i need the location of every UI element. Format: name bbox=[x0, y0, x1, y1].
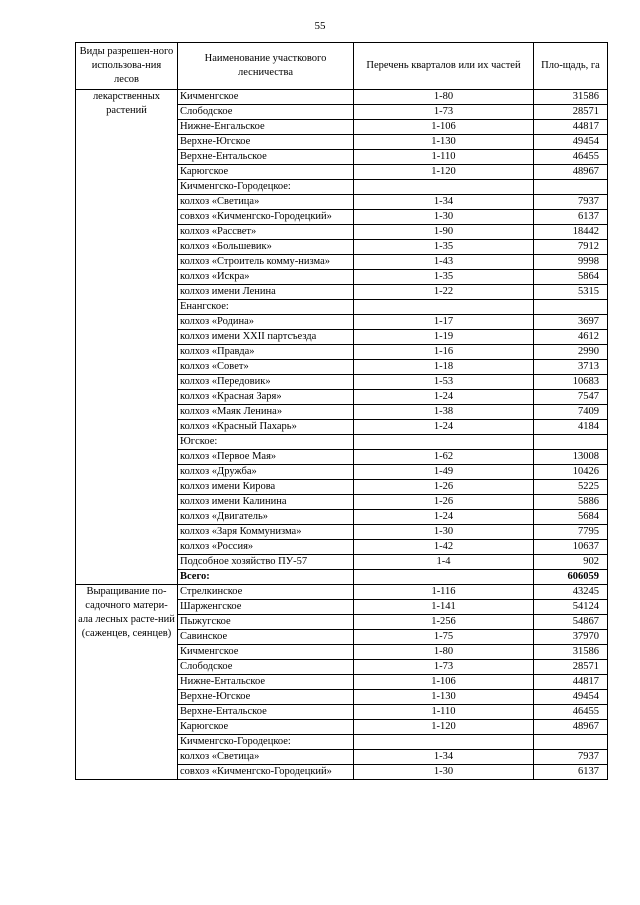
area-cell: 54867 bbox=[534, 615, 608, 630]
forestry-name-cell: Верхне-Ентальское bbox=[178, 150, 354, 165]
forestry-name-cell: Карюгское bbox=[178, 720, 354, 735]
area-cell: 7912 bbox=[534, 240, 608, 255]
area-cell: 49454 bbox=[534, 135, 608, 150]
quarters-cell: 1-110 bbox=[354, 150, 534, 165]
forestry-name-cell: колхоз «Родина» bbox=[178, 315, 354, 330]
area-cell: 7937 bbox=[534, 195, 608, 210]
quarters-cell: 1-4 bbox=[354, 555, 534, 570]
forestry-name-cell: Кичменгское bbox=[178, 645, 354, 660]
area-cell: 46455 bbox=[534, 150, 608, 165]
quarters-cell: 1-73 bbox=[354, 660, 534, 675]
area-cell: 4612 bbox=[534, 330, 608, 345]
area-cell bbox=[534, 735, 608, 750]
quarters-cell: 1-16 bbox=[354, 345, 534, 360]
use-type-cell: лекарственных растений bbox=[76, 90, 178, 585]
quarters-cell: 1-18 bbox=[354, 360, 534, 375]
area-cell: 2990 bbox=[534, 345, 608, 360]
area-cell: 6137 bbox=[534, 210, 608, 225]
forestry-name-cell: Кичменгско-Городецкое: bbox=[178, 735, 354, 750]
area-cell: 28571 bbox=[534, 660, 608, 675]
quarters-cell: 1-24 bbox=[354, 510, 534, 525]
forestry-name-cell: колхоз «Совет» bbox=[178, 360, 354, 375]
quarters-cell: 1-106 bbox=[354, 120, 534, 135]
area-cell: 48967 bbox=[534, 165, 608, 180]
use-type-cell: Выращивание по-садочного матери-ала лесных расте-ний (саженцев, сеянцев) bbox=[76, 585, 178, 780]
quarters-cell: 1-22 bbox=[354, 285, 534, 300]
forestry-name-cell: Слободское bbox=[178, 660, 354, 675]
area-cell: 54124 bbox=[534, 600, 608, 615]
area-cell: 9998 bbox=[534, 255, 608, 270]
forestry-name-cell: Карюгское bbox=[178, 165, 354, 180]
quarters-cell: 1-35 bbox=[354, 240, 534, 255]
quarters-cell bbox=[354, 570, 534, 585]
area-cell: 10637 bbox=[534, 540, 608, 555]
forestry-name-cell: колхоз «Большевик» bbox=[178, 240, 354, 255]
table-header-row bbox=[76, 43, 608, 90]
area-cell: 37970 bbox=[534, 630, 608, 645]
forestry-name-cell: колхоз «Первое Мая» bbox=[178, 450, 354, 465]
quarters-cell: 1-30 bbox=[354, 525, 534, 540]
forestry-name-cell: колхоз «Рассвет» bbox=[178, 225, 354, 240]
quarters-cell: 1-90 bbox=[354, 225, 534, 240]
forestry-name-cell: совхоз «Кичменгско-Городецкий» bbox=[178, 765, 354, 780]
area-cell: 44817 bbox=[534, 120, 608, 135]
page-number: 55 bbox=[314, 20, 326, 32]
quarters-cell: 1-42 bbox=[354, 540, 534, 555]
forestry-name-cell: Верхне-Югское bbox=[178, 690, 354, 705]
forestry-name-cell: Енангское: bbox=[178, 300, 354, 315]
quarters-cell bbox=[354, 180, 534, 195]
quarters-cell: 1-53 bbox=[354, 375, 534, 390]
area-cell bbox=[534, 300, 608, 315]
quarters-cell bbox=[354, 300, 534, 315]
area-cell: 606059 bbox=[534, 570, 608, 585]
header-forestry-name: Наименование участкового лесничества bbox=[178, 43, 354, 90]
forest-use-table bbox=[75, 42, 608, 780]
forestry-name-cell: колхоз «Дружба» bbox=[178, 465, 354, 480]
area-cell: 13008 bbox=[534, 450, 608, 465]
area-cell: 3713 bbox=[534, 360, 608, 375]
forestry-name-cell: Стрелкинское bbox=[178, 585, 354, 600]
quarters-cell: 1-62 bbox=[354, 450, 534, 465]
header-quarters: Перечень кварталов или их частей bbox=[354, 43, 534, 90]
forestry-name-cell: Верхне-Югское bbox=[178, 135, 354, 150]
quarters-cell: 1-38 bbox=[354, 405, 534, 420]
quarters-cell: 1-34 bbox=[354, 195, 534, 210]
table-row bbox=[76, 90, 608, 105]
area-cell: 7937 bbox=[534, 750, 608, 765]
quarters-cell: 1-130 bbox=[354, 135, 534, 150]
area-cell: 5886 bbox=[534, 495, 608, 510]
forestry-name-cell: Нижне-Енгальское bbox=[178, 120, 354, 135]
table-row bbox=[76, 585, 608, 600]
area-cell: 10426 bbox=[534, 465, 608, 480]
quarters-cell: 1-120 bbox=[354, 165, 534, 180]
area-cell: 5225 bbox=[534, 480, 608, 495]
forestry-name-cell: колхоз имени XXII партсъезда bbox=[178, 330, 354, 345]
header-use-type: Виды разрешен-ного использова-ния лесов bbox=[76, 43, 178, 90]
quarters-cell: 1-106 bbox=[354, 675, 534, 690]
area-cell: 7795 bbox=[534, 525, 608, 540]
area-cell: 43245 bbox=[534, 585, 608, 600]
area-cell bbox=[534, 180, 608, 195]
forestry-name-cell: колхоз «Россия» bbox=[178, 540, 354, 555]
quarters-cell: 1-73 bbox=[354, 105, 534, 120]
forestry-name-cell: совхоз «Кичменгско-Городецкий» bbox=[178, 210, 354, 225]
quarters-cell: 1-116 bbox=[354, 585, 534, 600]
area-cell: 4184 bbox=[534, 420, 608, 435]
area-cell: 31586 bbox=[534, 90, 608, 105]
area-cell: 31586 bbox=[534, 645, 608, 660]
area-cell: 44817 bbox=[534, 675, 608, 690]
forestry-name-cell: колхоз «Строитель комму-низма» bbox=[178, 255, 354, 270]
quarters-cell: 1-256 bbox=[354, 615, 534, 630]
quarters-cell: 1-26 bbox=[354, 480, 534, 495]
forestry-name-cell: Нижне-Ентальское bbox=[178, 675, 354, 690]
forestry-name-cell: колхоз «Искра» bbox=[178, 270, 354, 285]
forestry-name-cell: Пыжугское bbox=[178, 615, 354, 630]
quarters-cell: 1-80 bbox=[354, 90, 534, 105]
quarters-cell: 1-49 bbox=[354, 465, 534, 480]
area-cell: 902 bbox=[534, 555, 608, 570]
area-cell bbox=[534, 435, 608, 450]
forestry-name-cell: Подсобное хозяйство ПУ-57 bbox=[178, 555, 354, 570]
quarters-cell: 1-17 bbox=[354, 315, 534, 330]
area-cell: 5864 bbox=[534, 270, 608, 285]
quarters-cell: 1-141 bbox=[354, 600, 534, 615]
quarters-cell: 1-30 bbox=[354, 210, 534, 225]
forestry-name-cell: Савинское bbox=[178, 630, 354, 645]
forestry-name-cell: Кичменгское bbox=[178, 90, 354, 105]
forestry-name-cell: колхоз «Светица» bbox=[178, 195, 354, 210]
forestry-name-cell: Всего: bbox=[178, 570, 354, 585]
forestry-name-cell: колхоз «Светица» bbox=[178, 750, 354, 765]
forestry-name-cell: Кичменгско-Городецкое: bbox=[178, 180, 354, 195]
quarters-cell: 1-75 bbox=[354, 630, 534, 645]
area-cell: 10683 bbox=[534, 375, 608, 390]
area-cell: 5684 bbox=[534, 510, 608, 525]
forestry-name-cell: колхоз имени Кирова bbox=[178, 480, 354, 495]
area-cell: 5315 bbox=[534, 285, 608, 300]
area-cell: 28571 bbox=[534, 105, 608, 120]
forestry-name-cell: колхоз имени Ленина bbox=[178, 285, 354, 300]
area-cell: 6137 bbox=[534, 765, 608, 780]
quarters-cell: 1-26 bbox=[354, 495, 534, 510]
quarters-cell: 1-130 bbox=[354, 690, 534, 705]
quarters-cell: 1-120 bbox=[354, 720, 534, 735]
area-cell: 3697 bbox=[534, 315, 608, 330]
forestry-name-cell: колхоз «Красная Заря» bbox=[178, 390, 354, 405]
quarters-cell: 1-110 bbox=[354, 705, 534, 720]
quarters-cell: 1-19 bbox=[354, 330, 534, 345]
quarters-cell: 1-30 bbox=[354, 765, 534, 780]
forestry-name-cell: колхоз «Передовик» bbox=[178, 375, 354, 390]
quarters-cell: 1-80 bbox=[354, 645, 534, 660]
area-cell: 7547 bbox=[534, 390, 608, 405]
forestry-name-cell: колхоз имени Калинина bbox=[178, 495, 354, 510]
forestry-name-cell: Слободское bbox=[178, 105, 354, 120]
forestry-name-cell: колхоз «Красный Пахарь» bbox=[178, 420, 354, 435]
forestry-name-cell: колхоз «Заря Коммунизма» bbox=[178, 525, 354, 540]
forestry-name-cell: колхоз «Двигатель» bbox=[178, 510, 354, 525]
forestry-name-cell: колхоз «Маяк Ленина» bbox=[178, 405, 354, 420]
area-cell: 7409 bbox=[534, 405, 608, 420]
forestry-name-cell: Шарженгское bbox=[178, 600, 354, 615]
quarters-cell bbox=[354, 735, 534, 750]
quarters-cell: 1-24 bbox=[354, 420, 534, 435]
area-cell: 46455 bbox=[534, 705, 608, 720]
quarters-cell bbox=[354, 435, 534, 450]
forestry-name-cell: Верхне-Ентальское bbox=[178, 705, 354, 720]
forestry-name-cell: колхоз «Правда» bbox=[178, 345, 354, 360]
header-area: Пло-щадь, га bbox=[534, 43, 608, 90]
forestry-name-cell: Югское: bbox=[178, 435, 354, 450]
quarters-cell: 1-43 bbox=[354, 255, 534, 270]
quarters-cell: 1-24 bbox=[354, 390, 534, 405]
table-body bbox=[76, 90, 608, 780]
area-cell: 18442 bbox=[534, 225, 608, 240]
area-cell: 48967 bbox=[534, 720, 608, 735]
quarters-cell: 1-35 bbox=[354, 270, 534, 285]
quarters-cell: 1-34 bbox=[354, 750, 534, 765]
area-cell: 49454 bbox=[534, 690, 608, 705]
